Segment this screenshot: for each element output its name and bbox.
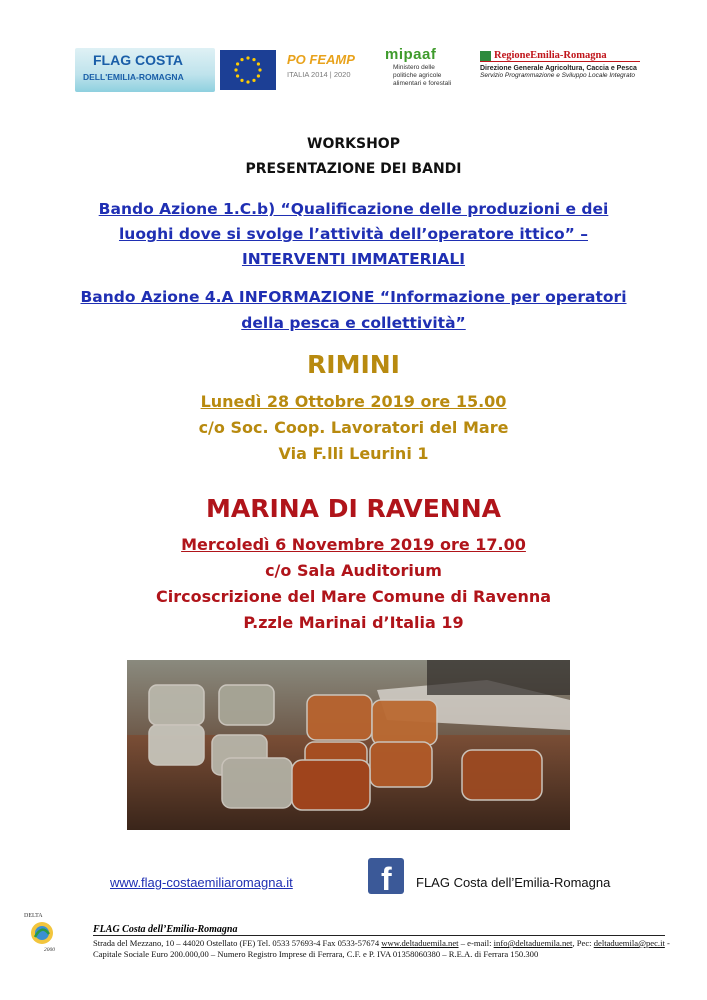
ravenna-address: P.zzle Marinai d’Italia 19 (243, 613, 464, 632)
footer-registry-info: - Capitale Sociale Euro 200.000,00 – Numero Registro Imprese di Ferrara, C.F. e P. IVA 01358060380 – R.E.A. di Ferrara 150.300 (93, 938, 670, 959)
delta-2000-logo (22, 910, 64, 954)
mipaaf-subtitle: Ministero delle politiche agricole alimentari e forestali (393, 64, 452, 87)
rimini-address: Via F.lli Leurini 1 (278, 444, 429, 463)
rer-title: RegioneEmilia-Romagna (480, 50, 640, 62)
bando-1-line-2[interactable]: luoghi dove si svolge l’attività dell’operatore ittico” – (118, 225, 588, 243)
ravenna-city: MARINA DI RAVENNA (205, 494, 502, 523)
footer-email-link[interactable]: info@deltaduemila.net (493, 938, 573, 948)
facebook-icon[interactable]: f (368, 858, 404, 894)
rimini-city: RIMINI (307, 350, 400, 379)
svg-text:2000: 2000 (44, 947, 55, 953)
flag-logo-subtitle: DELL'EMILIA-ROMAGNA (83, 72, 184, 82)
footer-contact-info (93, 938, 673, 960)
bando-2[interactable] (0, 284, 707, 336)
footer-pec-link[interactable]: deltaduemila@pec.it (593, 938, 665, 948)
po-feamp-title: PO FEAMP (287, 52, 355, 67)
regione-emilia-romagna-logo (480, 50, 640, 94)
mipaaf-title: mipaaf (385, 46, 437, 63)
rer-service: Servizio Programmazione e Sviluppo Locale Integrato (480, 72, 636, 79)
workshop-heading: WORKSHOP (307, 136, 400, 152)
footer-pec-label: , Pec: (572, 938, 592, 948)
svg-text:DELTA: DELTA (24, 913, 43, 919)
po-feamp-logo (287, 52, 377, 92)
bando-2-line-2[interactable]: della pesca e collettività” (241, 314, 466, 332)
ravenna-date: Mercoledì 6 Novembre 2019 ore 17.00 (181, 535, 526, 554)
footer-email-label: – e-mail: (460, 938, 492, 948)
rimini-place: c/o Soc. Coop. Lavoratori del Mare (198, 418, 509, 437)
footer-address: Strada del Mezzano, 10 – 44020 Ostellato (FE) Tel. 0533 57693-4 Fax 0533-57674 (93, 938, 380, 948)
bando-1[interactable] (0, 197, 707, 272)
ravenna-place: c/o Sala Auditorium (265, 561, 442, 580)
rer-direction: Direzione Generale Agricoltura, Caccia e Pesca (480, 65, 637, 72)
logo-bar (75, 46, 635, 96)
ravenna-circoscrizione: Circoscrizione del Mare Comune di Ravenna (155, 587, 552, 606)
flag-costa-logo (75, 48, 215, 92)
facebook-page-label[interactable]: FLAG Costa dell’Emilia-Romagna (416, 875, 611, 890)
mipaaf-logo (385, 46, 460, 96)
rimini-date: Lunedì 28 Ottobre 2019 ore 15.00 (200, 392, 507, 411)
eu-flag-icon (220, 50, 276, 90)
presentation-heading: PRESENTAZIONE DEI BANDI (245, 161, 462, 177)
footer-website-link[interactable]: www.deltaduemila.net (381, 938, 459, 948)
bando-1-line-3[interactable]: INTERVENTI IMMATERIALI (241, 250, 466, 268)
bando-1-line-1[interactable]: Bando Azione 1.C.b) “Qualificazione delle produzioni e dei (98, 200, 609, 218)
flag-logo-title: FLAG COSTA (93, 52, 183, 68)
po-feamp-subtitle: ITALIA 2014 | 2020 (287, 70, 351, 79)
product-jars-photo (127, 660, 570, 830)
footer-divider (93, 935, 665, 936)
bando-2-line-1[interactable]: Bando Azione 4.A INFORMAZIONE “Informazione per operatori (80, 288, 627, 306)
website-link[interactable]: www.flag-costaemiliaromagna.it (110, 875, 293, 890)
footer-title: FLAG Costa dell’Emilia-Romagna (93, 924, 238, 935)
